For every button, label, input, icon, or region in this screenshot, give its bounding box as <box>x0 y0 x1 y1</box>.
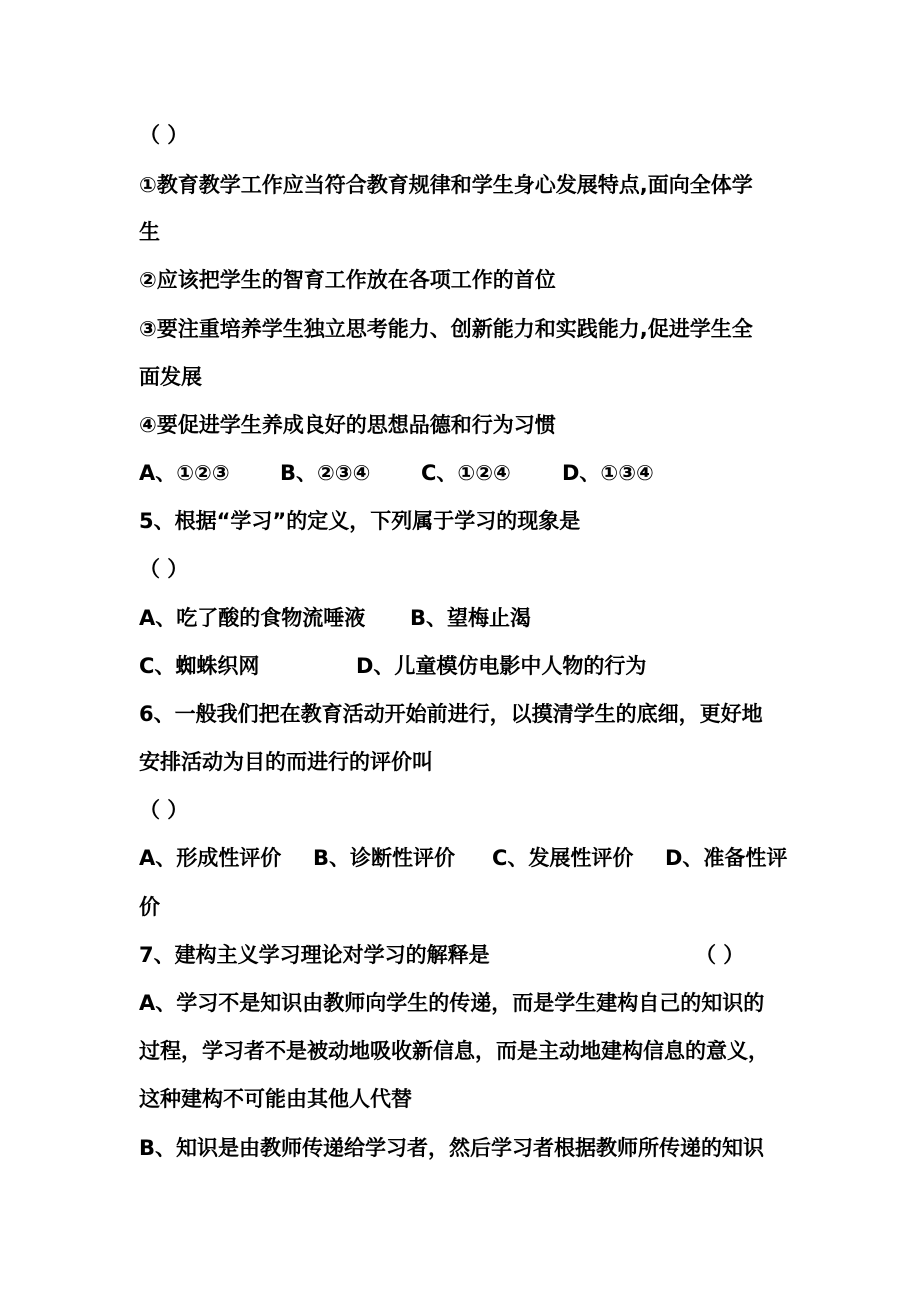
q4-item-1-cont: 生 <box>139 220 160 244</box>
q4-item-4: ④要促进学生养成良好的思想品德和行为习惯 <box>139 413 556 437</box>
q6-option-a: A、形成性评价 <box>139 846 282 870</box>
q5-option-a: A、吃了酸的食物流唾液 <box>139 606 366 630</box>
q5-answer-paren: （ ） <box>139 557 189 581</box>
q5-option-c: C、蜘蛛织网 <box>139 654 260 678</box>
q4-item-2: ②应该把学生的智育工作放在各项工作的首位 <box>139 268 556 292</box>
q6-option-d: D、准备性评 <box>665 846 788 870</box>
q7-option-a-cont-1: 过程，学习者不是被动地吸收新信息，而是主动地建构信息的意义， <box>139 1039 769 1063</box>
q6-option-c: C、发展性评价 <box>492 846 634 870</box>
q7-answer-paren: （ ） <box>695 943 745 967</box>
q5-option-b: B、望梅止渴 <box>410 606 532 630</box>
q6-option-b: B、诊断性评价 <box>313 846 456 870</box>
q4-answer-paren: （ ） <box>139 123 189 147</box>
q4-item-3-cont: 面发展 <box>139 365 202 389</box>
q4-option-a: A、①②③ <box>139 461 230 485</box>
q7-option-b: B、知识是由教师传递给学习者，然后学习者根据教师所传递的知识 <box>139 1136 765 1160</box>
q4-option-c: C、①②④ <box>421 461 511 485</box>
q4-item-3: ③要注重培养学生独立思考能力、创新能力和实践能力,促进学生全 <box>139 317 753 341</box>
q6-stem: 6、一般我们把在教育活动开始前进行，以摸清学生的底细，更好地 <box>139 702 763 726</box>
q7-option-a: A、学习不是知识由教师向学生的传递，而是学生建构自己的知识的 <box>139 991 765 1015</box>
q7-stem: 7、建构主义学习理论对学习的解释是 <box>139 943 490 967</box>
q6-stem-cont: 安排活动为目的而进行的评价叫 <box>139 750 433 774</box>
q5-stem: 5、根据“学习”的定义，下列属于学习的现象是 <box>139 509 581 533</box>
q4-option-b: B、②③④ <box>280 461 371 485</box>
q6-option-d-cont: 价 <box>139 895 160 919</box>
q6-answer-paren: （ ） <box>139 798 189 822</box>
q4-item-1: ①教育教学工作应当符合教育规律和学生身心发展特点,面向全体学 <box>139 173 753 197</box>
q5-option-d: D、儿童模仿电影中人物的行为 <box>356 654 647 678</box>
q4-option-d: D、①③④ <box>562 461 654 485</box>
q7-option-a-cont-2: 这种建构不可能由其他人代替 <box>139 1087 412 1111</box>
